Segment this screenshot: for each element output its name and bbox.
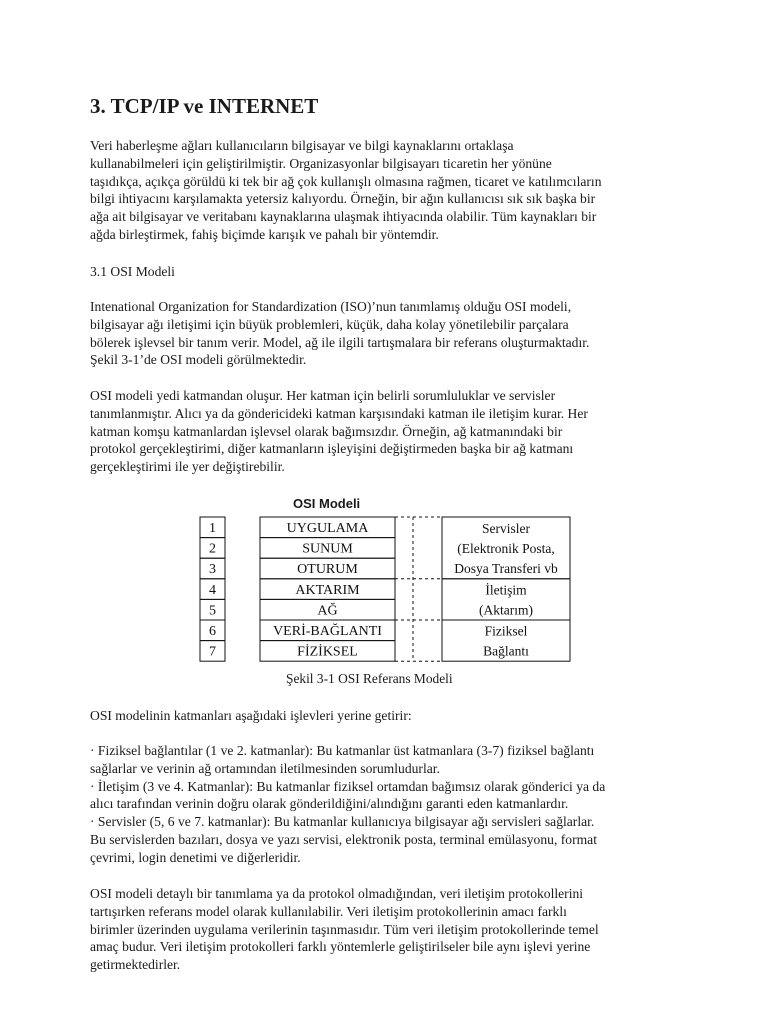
text-line: gerçekleştirimi ile yer değiştirebilir. xyxy=(90,459,285,475)
text-line: OSI modelinin katmanları aşağıdaki işlevleri yerine getirir: xyxy=(90,708,412,723)
layer-name: OTURUM xyxy=(297,562,358,578)
text-line: bilgisayar ağı iletişimi için büyük problemleri, küçük, daha kolay yönetilebilir parçalara xyxy=(90,316,569,332)
layer-name-column xyxy=(260,517,395,661)
layer-group-label: İletişim xyxy=(485,582,527,598)
list-item: çevrimi, login denetimi ve diğerleridir. xyxy=(90,849,301,865)
list-item: · İletişim (3 ve 4. Katmanlar): Bu katmanlar fiziksel ortamdan bağımsız olarak gönderici ya da xyxy=(90,778,606,794)
list-item: Bu servislerden bazıları, dosya ve yazı servisi, elektronik posta, terminal emülasyonu, format xyxy=(90,831,597,847)
text-line: OSI modeli yedi katmandan oluşur. Her katman için belirli sorumluluklar ve servisler xyxy=(90,388,556,403)
layer-number: 7 xyxy=(209,644,216,660)
text-line: protokol gerçekleştirimi, diğer katmanların işleyişini değiştirmeden başka bir ağ katmanı xyxy=(90,441,574,457)
text-line: getirmektedirler. xyxy=(90,957,181,973)
list-item: · Fiziksel bağlantılar (1 ve 2. katmanlar): Bu katmanlar üst katmanlara (3-7) fiziksel bağlantı xyxy=(90,743,595,758)
layer-name: VERİ-BAĞLANTI xyxy=(273,624,382,639)
connector-lines xyxy=(395,517,442,661)
text-line: Şekil 3-1’de OSI modeli görülmektedir. xyxy=(90,352,307,368)
layer-group-label: Servisler xyxy=(482,520,530,536)
layer-number: 6 xyxy=(209,624,216,639)
text-line: tartışırken referans model olarak kullanılabilir. Veri iletişim protokollerinin amacı farklı xyxy=(90,903,567,919)
layer-number-column xyxy=(200,517,225,661)
layer-name: UYGULAMA xyxy=(286,521,369,536)
closing-paragraph xyxy=(90,885,690,974)
text-line: tanımlanmıştır. Alıcı ya da göndericideki katman karşısındaki katman ile iletişim kurar. Her xyxy=(90,405,588,421)
text-line: taşıdıkça, açıkça görüldü ki tek bir ağ çok kullanışlı olmasına rağmen, ticaret ve katılımcıların xyxy=(90,173,602,189)
diagram-title: OSI Modeli xyxy=(293,496,361,511)
layer-group-label: (Aktarım) xyxy=(479,602,533,618)
layer-number: 2 xyxy=(209,541,216,557)
section-title: 3.1 OSI Modeli xyxy=(90,264,175,279)
layer-name: AKTARIM xyxy=(295,582,360,598)
list-item: · Servisler (5, 6 ve 7. katmanlar): Bu katmanlar kullanıcıya bilgisayar ağı servisleri sağlarlar. xyxy=(90,814,595,830)
layer-group-label: Bağlantı xyxy=(483,643,529,659)
layer-name: FİZİKSEL xyxy=(297,644,358,660)
text-line: birimler üzerinden uygulama verilerinin taşınmasıdır. Tüm veri iletişim protokollerinde temel xyxy=(90,921,599,937)
layer-group-label: Fiziksel xyxy=(484,623,528,639)
page-title: 3. TCP/IP ve INTERNET xyxy=(90,94,319,118)
functions-intro xyxy=(90,707,690,725)
figure-caption: Şekil 3-1 OSI Referans Modeli xyxy=(286,671,453,686)
text-line: kullanabilmeleri için geliştirilmiştir. Organizasyonlar bilgisayarı ticaretin her yönüne xyxy=(90,155,552,171)
text-line: ağa ait bilgisayar ve veritabanı kaynaklarına ulaşmak ihtiyacında olabilir. Tüm kaynakları bir xyxy=(90,209,597,225)
layer-group-label: (Elektronik Posta, xyxy=(457,540,555,556)
text-line: bölerek işlevsel bir tanım verir. Model, ağ ile ilgili tartışmalara bir referans oluşturmaktadır. xyxy=(90,334,590,350)
layer-number: 3 xyxy=(209,562,216,578)
text-line: bilgi ihtiyacını karşılamakta yetersiz kalıyordu. Örneğin, bir ağın kullanıcısı sık sık başka bir xyxy=(90,191,596,207)
layer-name: AĞ xyxy=(317,603,338,619)
list-item: sağlarlar ve verinin ağ ortamından iletilmesinden sorumludurlar. xyxy=(90,760,440,776)
list-item: alıcı tarafından verinin doğru olarak gönderildiğini/alındığını garanti eden katmanlardır. xyxy=(90,796,569,812)
text-line: katman komşu katmanlardan işlevsel olarak bağımsızdır. Örneğin, ağ katmanındaki bir xyxy=(90,423,563,439)
layer-number: 4 xyxy=(209,582,216,598)
text-line: Intenational Organization for Standardization (ISO)’nun tanımlamış olduğu OSI modeli, xyxy=(90,299,572,314)
text-line: Veri haberleşme ağları kullanıcıların bilgisayar ve bilgi kaynaklarını ortaklaşa xyxy=(90,138,514,153)
text-line: OSI modeli detaylı bir tanımlama ya da protokol olmadığından, veri iletişim protokollerini xyxy=(90,886,584,901)
text-line: amaç budur. Veri iletişim protokolleri farklı yöntemlerle geliştirilseler bile aynı işlevi yerine xyxy=(90,939,591,955)
layer-group-label: Dosya Transferi vb xyxy=(454,560,558,576)
layer-number: 5 xyxy=(209,603,216,619)
layer-group-column xyxy=(442,517,570,661)
layer-name: SUNUM xyxy=(302,541,353,557)
text-line: ağda birleştirmek, fahiş biçimde karışık ve pahalı bir yöntemdir. xyxy=(90,226,439,242)
bullet-list xyxy=(90,742,690,867)
layer-number: 1 xyxy=(209,521,216,536)
